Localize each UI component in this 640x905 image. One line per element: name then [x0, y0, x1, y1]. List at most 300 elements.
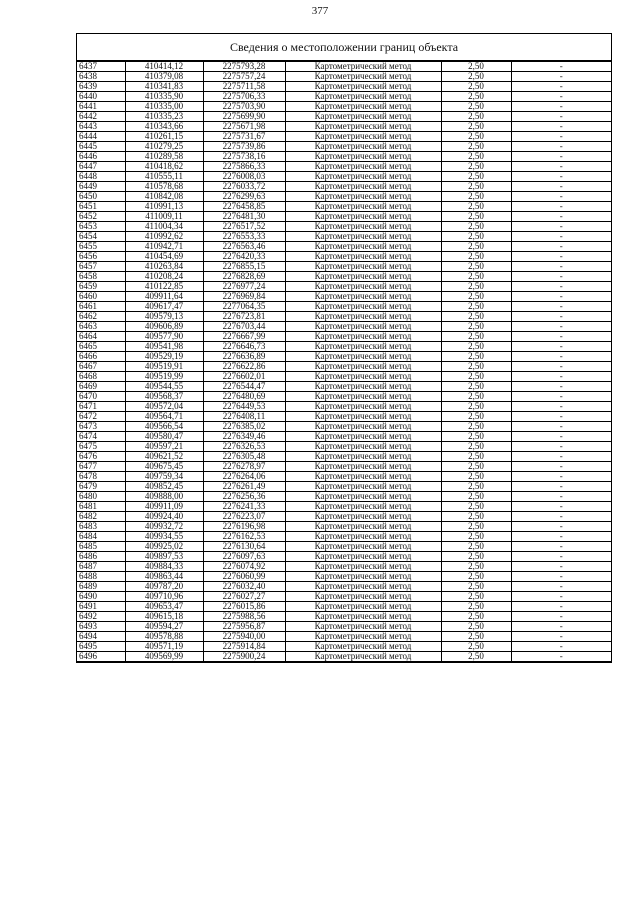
description-cell: -: [511, 212, 611, 222]
table-row: [77, 232, 611, 242]
description-cell: -: [511, 402, 611, 412]
point-number-cell: 6493: [77, 622, 125, 632]
x-coordinate-cell: 409934,55: [125, 532, 203, 542]
table-row: [77, 312, 611, 322]
accuracy-cell: 2,50: [441, 102, 511, 112]
method-cell: Картометрический метод: [285, 62, 441, 72]
table-row: [77, 522, 611, 532]
y-coordinate-cell: 2276408,11: [203, 412, 285, 422]
method-cell: Картометрический метод: [285, 382, 441, 392]
point-number-cell: 6443: [77, 122, 125, 132]
point-number-cell: 6447: [77, 162, 125, 172]
x-coordinate-cell: 410418,62: [125, 162, 203, 172]
y-coordinate-cell: 2276299,63: [203, 192, 285, 202]
point-number-cell: 6488: [77, 572, 125, 582]
accuracy-cell: 2,50: [441, 152, 511, 162]
description-cell: -: [511, 642, 611, 652]
point-number-cell: 6452: [77, 212, 125, 222]
point-number-cell: 6442: [77, 112, 125, 122]
accuracy-cell: 2,50: [441, 202, 511, 212]
table-title: Сведения о местоположении границ объекта: [77, 34, 611, 61]
method-cell: Картометрический метод: [285, 422, 441, 432]
accuracy-cell: 2,50: [441, 392, 511, 402]
method-cell: Картометрический метод: [285, 282, 441, 292]
accuracy-cell: 2,50: [441, 232, 511, 242]
x-coordinate-cell: 409578,88: [125, 632, 203, 642]
x-coordinate-cell: 410343,66: [125, 122, 203, 132]
method-cell: Картометрический метод: [285, 582, 441, 592]
description-cell: -: [511, 202, 611, 212]
table-row: [77, 192, 611, 202]
point-number-cell: 6462: [77, 312, 125, 322]
point-number-cell: 6474: [77, 432, 125, 442]
description-cell: -: [511, 392, 611, 402]
description-cell: -: [511, 452, 611, 462]
y-coordinate-cell: 2276420,33: [203, 252, 285, 262]
description-cell: -: [511, 92, 611, 102]
y-coordinate-cell: 2276385,02: [203, 422, 285, 432]
description-cell: -: [511, 152, 611, 162]
table-row: [77, 402, 611, 412]
table-row: [77, 642, 611, 652]
y-coordinate-cell: 2276481,30: [203, 212, 285, 222]
accuracy-cell: 2,50: [441, 422, 511, 432]
method-cell: Картометрический метод: [285, 342, 441, 352]
x-coordinate-cell: 410555,11: [125, 172, 203, 182]
y-coordinate-cell: 2276074,92: [203, 562, 285, 572]
y-coordinate-cell: 2275757,24: [203, 72, 285, 82]
method-cell: Картометрический метод: [285, 252, 441, 262]
table-row: [77, 122, 611, 132]
y-coordinate-cell: 2275671,98: [203, 122, 285, 132]
accuracy-cell: 2,50: [441, 452, 511, 462]
table-row: [77, 482, 611, 492]
y-coordinate-cell: 2276563,46: [203, 242, 285, 252]
method-cell: Картометрический метод: [285, 502, 441, 512]
description-cell: -: [511, 542, 611, 552]
method-cell: Картометрический метод: [285, 212, 441, 222]
accuracy-cell: 2,50: [441, 372, 511, 382]
x-coordinate-cell: 409606,89: [125, 322, 203, 332]
accuracy-cell: 2,50: [441, 62, 511, 72]
y-coordinate-cell: 2275793,28: [203, 62, 285, 72]
table-row: [77, 442, 611, 452]
accuracy-cell: 2,50: [441, 642, 511, 652]
accuracy-cell: 2,50: [441, 592, 511, 602]
method-cell: Картометрический метод: [285, 132, 441, 142]
point-number-cell: 6459: [77, 282, 125, 292]
description-cell: -: [511, 372, 611, 382]
accuracy-cell: 2,50: [441, 382, 511, 392]
point-number-cell: 6477: [77, 462, 125, 472]
method-cell: Картометрический метод: [285, 122, 441, 132]
description-cell: -: [511, 432, 611, 442]
y-coordinate-cell: 2276349,46: [203, 432, 285, 442]
point-number-cell: 6450: [77, 192, 125, 202]
method-cell: Картометрический метод: [285, 162, 441, 172]
table-row: [77, 652, 611, 662]
x-coordinate-cell: 409925,02: [125, 542, 203, 552]
method-cell: Картометрический метод: [285, 642, 441, 652]
point-number-cell: 6468: [77, 372, 125, 382]
method-cell: Картометрический метод: [285, 472, 441, 482]
accuracy-cell: 2,50: [441, 602, 511, 612]
x-coordinate-cell: 410289,58: [125, 152, 203, 162]
point-number-cell: 6469: [77, 382, 125, 392]
table-row: [77, 372, 611, 382]
x-coordinate-cell: 409653,47: [125, 602, 203, 612]
x-coordinate-cell: 409787,20: [125, 582, 203, 592]
accuracy-cell: 2,50: [441, 542, 511, 552]
accuracy-cell: 2,50: [441, 292, 511, 302]
table-row: [77, 562, 611, 572]
method-cell: Картометрический метод: [285, 402, 441, 412]
accuracy-cell: 2,50: [441, 512, 511, 522]
description-cell: -: [511, 312, 611, 322]
point-number-cell: 6449: [77, 182, 125, 192]
description-cell: -: [511, 302, 611, 312]
method-cell: Картометрический метод: [285, 622, 441, 632]
table-row: [77, 572, 611, 582]
point-number-cell: 6444: [77, 132, 125, 142]
method-cell: Картометрический метод: [285, 82, 441, 92]
accuracy-cell: 2,50: [441, 432, 511, 442]
x-coordinate-cell: 409897,53: [125, 552, 203, 562]
table-row: [77, 352, 611, 362]
method-cell: Картометрический метод: [285, 232, 441, 242]
x-coordinate-cell: 409597,21: [125, 442, 203, 452]
method-cell: Картометрический метод: [285, 552, 441, 562]
y-coordinate-cell: 2276553,33: [203, 232, 285, 242]
table-row: [77, 592, 611, 602]
y-coordinate-cell: 2276703,44: [203, 322, 285, 332]
point-number-cell: 6482: [77, 512, 125, 522]
description-cell: -: [511, 322, 611, 332]
y-coordinate-cell: 2275900,24: [203, 652, 285, 662]
x-coordinate-cell: 409615,18: [125, 612, 203, 622]
table-row: [77, 222, 611, 232]
y-coordinate-cell: 2276458,85: [203, 202, 285, 212]
description-cell: -: [511, 412, 611, 422]
accuracy-cell: 2,50: [441, 112, 511, 122]
table-row: [77, 62, 611, 72]
method-cell: Картометрический метод: [285, 412, 441, 422]
point-number-cell: 6466: [77, 352, 125, 362]
y-coordinate-cell: 2276828,69: [203, 272, 285, 282]
accuracy-cell: 2,50: [441, 72, 511, 82]
y-coordinate-cell: 2276326,53: [203, 442, 285, 452]
description-cell: -: [511, 122, 611, 132]
point-number-cell: 6478: [77, 472, 125, 482]
accuracy-cell: 2,50: [441, 272, 511, 282]
x-coordinate-cell: 409571,19: [125, 642, 203, 652]
description-cell: -: [511, 342, 611, 352]
point-number-cell: 6491: [77, 602, 125, 612]
x-coordinate-cell: 409911,64: [125, 292, 203, 302]
accuracy-cell: 2,50: [441, 622, 511, 632]
table-row: [77, 262, 611, 272]
description-cell: -: [511, 572, 611, 582]
description-cell: -: [511, 472, 611, 482]
y-coordinate-cell: 2275706,33: [203, 92, 285, 102]
y-coordinate-cell: 2276977,24: [203, 282, 285, 292]
x-coordinate-cell: 409863,44: [125, 572, 203, 582]
method-cell: Картометрический метод: [285, 542, 441, 552]
x-coordinate-cell: 410208,24: [125, 272, 203, 282]
method-cell: Картометрический метод: [285, 272, 441, 282]
point-number-cell: 6440: [77, 92, 125, 102]
table-row: [77, 582, 611, 592]
point-number-cell: 6494: [77, 632, 125, 642]
x-coordinate-cell: 410263,84: [125, 262, 203, 272]
x-coordinate-cell: 410991,13: [125, 202, 203, 212]
method-cell: Картометрический метод: [285, 592, 441, 602]
x-coordinate-cell: 409594,27: [125, 622, 203, 632]
point-number-cell: 6489: [77, 582, 125, 592]
y-coordinate-cell: 2275940,00: [203, 632, 285, 642]
table-row: [77, 382, 611, 392]
y-coordinate-cell: 2275914,84: [203, 642, 285, 652]
method-cell: Картометрический метод: [285, 262, 441, 272]
x-coordinate-cell: 409617,47: [125, 302, 203, 312]
x-coordinate-cell: 410279,25: [125, 142, 203, 152]
y-coordinate-cell: 2275703,90: [203, 102, 285, 112]
point-number-cell: 6453: [77, 222, 125, 232]
table-row: [77, 112, 611, 122]
accuracy-cell: 2,50: [441, 632, 511, 642]
point-number-cell: 6451: [77, 202, 125, 212]
description-cell: -: [511, 442, 611, 452]
method-cell: Картометрический метод: [285, 312, 441, 322]
table-row: [77, 512, 611, 522]
accuracy-cell: 2,50: [441, 462, 511, 472]
description-cell: -: [511, 382, 611, 392]
x-coordinate-cell: 409888,00: [125, 492, 203, 502]
x-coordinate-cell: 410335,90: [125, 92, 203, 102]
table-row: [77, 152, 611, 162]
accuracy-cell: 2,50: [441, 92, 511, 102]
y-coordinate-cell: 2275988,56: [203, 612, 285, 622]
description-cell: -: [511, 172, 611, 182]
page-number: 377: [311, 5, 329, 17]
y-coordinate-cell: 2275731,67: [203, 132, 285, 142]
x-coordinate-cell: 409759,34: [125, 472, 203, 482]
method-cell: Картометрический метод: [285, 182, 441, 192]
x-coordinate-cell: 409710,96: [125, 592, 203, 602]
y-coordinate-cell: 2276264,06: [203, 472, 285, 482]
point-number-cell: 6438: [77, 72, 125, 82]
accuracy-cell: 2,50: [441, 362, 511, 372]
accuracy-cell: 2,50: [441, 262, 511, 272]
table-row: [77, 92, 611, 102]
table-row: [77, 322, 611, 332]
x-coordinate-cell: 411009,11: [125, 212, 203, 222]
method-cell: Картометрический метод: [285, 292, 441, 302]
table-row: [77, 552, 611, 562]
table-row: [77, 132, 611, 142]
description-cell: -: [511, 512, 611, 522]
point-number-cell: 6471: [77, 402, 125, 412]
point-number-cell: 6472: [77, 412, 125, 422]
point-number-cell: 6445: [77, 142, 125, 152]
table-row: [77, 142, 611, 152]
point-number-cell: 6448: [77, 172, 125, 182]
description-cell: -: [511, 632, 611, 642]
point-number-cell: 6483: [77, 522, 125, 532]
method-cell: Картометрический метод: [285, 112, 441, 122]
description-cell: -: [511, 272, 611, 282]
y-coordinate-cell: 2276723,81: [203, 312, 285, 322]
point-number-cell: 6492: [77, 612, 125, 622]
method-cell: Картометрический метод: [285, 302, 441, 312]
y-coordinate-cell: 2276015,86: [203, 602, 285, 612]
table-row: [77, 412, 611, 422]
method-cell: Картометрический метод: [285, 522, 441, 532]
y-coordinate-cell: 2276223,07: [203, 512, 285, 522]
description-cell: -: [511, 482, 611, 492]
accuracy-cell: 2,50: [441, 82, 511, 92]
x-coordinate-cell: 409529,19: [125, 352, 203, 362]
description-cell: -: [511, 262, 611, 272]
method-cell: Картометрический метод: [285, 462, 441, 472]
method-cell: Картометрический метод: [285, 172, 441, 182]
accuracy-cell: 2,50: [441, 332, 511, 342]
description-cell: -: [511, 182, 611, 192]
method-cell: Картометрический метод: [285, 72, 441, 82]
description-cell: -: [511, 612, 611, 622]
table-body: [77, 62, 611, 662]
table-row: [77, 602, 611, 612]
description-cell: -: [511, 222, 611, 232]
x-coordinate-cell: 409621,52: [125, 452, 203, 462]
table-row: [77, 542, 611, 552]
point-number-cell: 6458: [77, 272, 125, 282]
description-cell: -: [511, 112, 611, 122]
method-cell: Картометрический метод: [285, 482, 441, 492]
x-coordinate-cell: 409579,13: [125, 312, 203, 322]
x-coordinate-cell: 409577,90: [125, 332, 203, 342]
x-coordinate-cell: 409519,91: [125, 362, 203, 372]
accuracy-cell: 2,50: [441, 442, 511, 452]
point-number-cell: 6473: [77, 422, 125, 432]
point-number-cell: 6475: [77, 442, 125, 452]
method-cell: Картометрический метод: [285, 632, 441, 642]
accuracy-cell: 2,50: [441, 652, 511, 662]
method-cell: Картометрический метод: [285, 532, 441, 542]
point-number-cell: 6484: [77, 532, 125, 542]
description-cell: -: [511, 602, 611, 612]
description-cell: -: [511, 492, 611, 502]
x-coordinate-cell: 410261,15: [125, 132, 203, 142]
table-row: [77, 72, 611, 82]
x-coordinate-cell: 409572,04: [125, 402, 203, 412]
point-number-cell: 6467: [77, 362, 125, 372]
point-number-cell: 6470: [77, 392, 125, 402]
y-coordinate-cell: 2275956,87: [203, 622, 285, 632]
table-row: [77, 532, 611, 542]
method-cell: Картометрический метод: [285, 602, 441, 612]
point-number-cell: 6439: [77, 82, 125, 92]
x-coordinate-cell: 410992,62: [125, 232, 203, 242]
description-cell: -: [511, 462, 611, 472]
accuracy-cell: 2,50: [441, 252, 511, 262]
table-row: [77, 462, 611, 472]
y-coordinate-cell: 2276008,03: [203, 172, 285, 182]
accuracy-cell: 2,50: [441, 472, 511, 482]
method-cell: Картометрический метод: [285, 652, 441, 662]
description-cell: -: [511, 162, 611, 172]
table-row: [77, 622, 611, 632]
accuracy-cell: 2,50: [441, 172, 511, 182]
description-cell: -: [511, 592, 611, 602]
description-cell: -: [511, 562, 611, 572]
method-cell: Картометрический метод: [285, 192, 441, 202]
y-coordinate-cell: 2276278,97: [203, 462, 285, 472]
method-cell: Картометрический метод: [285, 202, 441, 212]
accuracy-cell: 2,50: [441, 242, 511, 252]
y-coordinate-cell: 2276517,52: [203, 222, 285, 232]
y-coordinate-cell: 2276622,86: [203, 362, 285, 372]
y-coordinate-cell: 2276305,48: [203, 452, 285, 462]
y-coordinate-cell: 2276032,40: [203, 582, 285, 592]
accuracy-cell: 2,50: [441, 562, 511, 572]
table-row: [77, 362, 611, 372]
accuracy-cell: 2,50: [441, 182, 511, 192]
accuracy-cell: 2,50: [441, 412, 511, 422]
point-number-cell: 6485: [77, 542, 125, 552]
table-row: [77, 492, 611, 502]
method-cell: Картометрический метод: [285, 442, 441, 452]
method-cell: Картометрический метод: [285, 222, 441, 232]
description-cell: -: [511, 422, 611, 432]
point-number-cell: 6456: [77, 252, 125, 262]
point-number-cell: 6461: [77, 302, 125, 312]
description-cell: -: [511, 352, 611, 362]
accuracy-cell: 2,50: [441, 132, 511, 142]
accuracy-cell: 2,50: [441, 162, 511, 172]
point-number-cell: 6455: [77, 242, 125, 252]
table-row: [77, 162, 611, 172]
table-row: [77, 212, 611, 222]
x-coordinate-cell: 409568,37: [125, 392, 203, 402]
x-coordinate-cell: 409580,47: [125, 432, 203, 442]
method-cell: Картометрический метод: [285, 362, 441, 372]
x-coordinate-cell: 409852,45: [125, 482, 203, 492]
y-coordinate-cell: 2276060,99: [203, 572, 285, 582]
accuracy-cell: 2,50: [441, 322, 511, 332]
description-cell: -: [511, 242, 611, 252]
method-cell: Картометрический метод: [285, 512, 441, 522]
description-cell: -: [511, 102, 611, 112]
table-row: [77, 632, 611, 642]
x-coordinate-cell: 410335,23: [125, 112, 203, 122]
method-cell: Картометрический метод: [285, 452, 441, 462]
y-coordinate-cell: 2276544,47: [203, 382, 285, 392]
x-coordinate-cell: 410454,69: [125, 252, 203, 262]
table-row: [77, 422, 611, 432]
y-coordinate-cell: 2275866,33: [203, 162, 285, 172]
description-cell: -: [511, 522, 611, 532]
accuracy-cell: 2,50: [441, 522, 511, 532]
description-cell: -: [511, 72, 611, 82]
x-coordinate-cell: 410842,08: [125, 192, 203, 202]
method-cell: Картометрический метод: [285, 612, 441, 622]
boundary-table-frame: [76, 33, 612, 663]
x-coordinate-cell: 409569,99: [125, 652, 203, 662]
y-coordinate-cell: 2276196,98: [203, 522, 285, 532]
y-coordinate-cell: 2277064,35: [203, 302, 285, 312]
y-coordinate-cell: 2276855,15: [203, 262, 285, 272]
